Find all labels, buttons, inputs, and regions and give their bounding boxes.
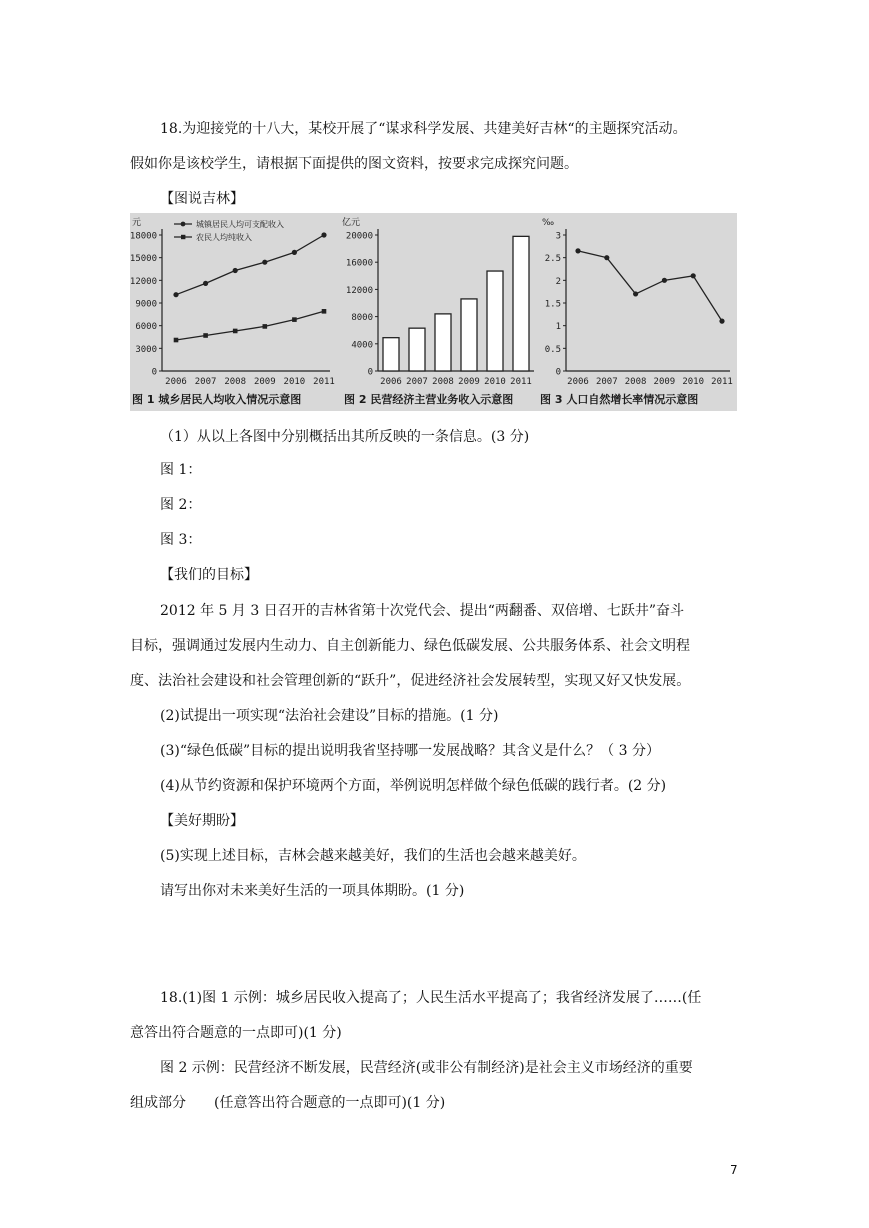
x-tick-label: 2008 [224,377,247,387]
private-economy-bar-chart [340,213,540,411]
answer-1-line1: 18.(1)图 1 示例：城乡居民收入提高了；人民生活水平提高了；我省经济发展了……(任 [160,990,702,1006]
y-axis-unit: 元 [132,218,142,228]
chart-fig1 [130,213,340,411]
data-point [292,317,297,322]
answer-slot-fig2: 图 2： [160,497,202,513]
y-tick-label: 18000 [130,231,157,242]
legend-marker [181,235,185,239]
legend-label: 农民人均纯收入 [196,233,252,242]
data-point [174,338,179,343]
x-tick-label: 2010 [484,377,506,387]
y-tick-label: 3 [555,231,561,242]
x-tick-label: 2006 [165,377,187,387]
chart-title: 图 2 民营经济主营业务收入示意图 [344,393,514,406]
goal-text-line3: 度、法治社会建设和社会管理创新的“跃升”，促进经济社会发展转型，实现又好又快发展。 [130,673,691,689]
data-point [173,292,178,297]
goal-text-line2: 目标，强调通过发展内生动力、自主创新能力、绿色低碳发展、公共服务体系、社会文明程 [130,638,690,654]
y-tick-label: 16000 [345,258,373,269]
section-heading-hope: 【美好期盼】 [160,813,244,829]
x-tick-label: 2011 [510,377,532,387]
y-tick-label: 4000 [351,340,373,351]
y-tick-label: 1 [555,322,561,333]
section-heading-figures: 【图说吉林】 [160,191,244,207]
legend-marker [181,222,186,227]
y-tick-label: 0 [151,367,157,378]
question-2: (2)试提出一项实现“法治社会建设”目标的措施。(1 分) [160,708,499,724]
x-tick-label: 2011 [313,377,335,387]
series-line [578,251,722,321]
question-1: （1）从以上各图中分别概括出其所反映的一条信息。(3 分) [160,429,530,445]
section-heading-goal: 【我们的目标】 [160,567,258,583]
y-tick-label: 0.5 [544,344,561,355]
y-tick-label: 12000 [130,276,157,287]
bar [461,299,477,371]
data-point [233,268,238,273]
answer-slot-fig3: 图 3： [160,532,202,548]
bar [487,271,503,371]
y-tick-label: 2 [555,276,561,287]
data-point [633,291,638,296]
bar [435,314,451,371]
y-tick-label: 20000 [345,231,373,242]
goal-text-line1: 2012 年 5 月 3 日召开的吉林省第十次党代会、提出“两翻番、双倍增、七跃井”奋斗 [160,603,685,619]
data-point [203,333,208,338]
y-tick-label: 0 [367,367,373,378]
data-point [604,255,609,260]
data-point [262,260,267,265]
x-tick-label: 2009 [653,377,676,387]
x-tick-label: 2006 [380,377,402,387]
question-intro-line1: 18.为迎接党的十八大，某校开展了“谋求科学发展、共建美好吉林“的主题探究活动。 [160,121,687,137]
x-tick-label: 2007 [194,377,217,387]
series-line [176,311,324,340]
x-tick-label: 2009 [458,377,480,387]
question-3: (3)“绿色低碳”目标的提出说明我省坚持哪一发展战略？其含义是什么？（ 3 分） [160,743,660,759]
y-tick-label: 6000 [135,322,157,333]
y-tick-label: 12000 [345,285,373,296]
series-line [176,235,324,295]
data-point [691,273,696,278]
chart-title: 图 1 城乡居民人均收入情况示意图 [132,393,302,406]
question-5-prompt: 请写出你对未来美好生活的一项具体期盼。(1 分) [160,883,465,899]
data-point [322,309,327,314]
y-axis-unit: 亿元 [342,218,361,228]
x-tick-label: 2007 [406,377,428,387]
y-axis-unit: ‰ [542,218,555,228]
y-tick-label: 1.5 [544,299,561,310]
data-point [321,232,326,237]
data-point [662,278,667,283]
x-tick-label: 2008 [432,377,454,387]
answer-slot-fig1: 图 1： [160,462,202,478]
x-tick-label: 2010 [283,377,306,387]
data-point [575,248,580,253]
population-growth-line-chart [540,213,737,411]
data-point [203,281,208,286]
income-line-chart [130,213,340,411]
figure-strip [130,213,737,411]
x-tick-label: 2007 [595,377,618,387]
x-tick-label: 2011 [711,377,733,387]
answer-2-line2: 组成部分 (任意答出符合题意的一点即可)(1 分) [130,1095,446,1111]
answer-2-line1: 图 2 示例：民营经济不断发展，民营经济(或非公有制经济)是社会主义市场经济的重要 [160,1060,693,1076]
y-tick-label: 15000 [130,254,157,265]
x-tick-label: 2006 [567,377,589,387]
question-4: (4)从节约资源和保护环境两个方面，举例说明怎样做个绿色低碳的践行者。(2 分) [160,778,667,794]
chart-fig3 [540,213,737,411]
question-intro-line2: 假如你是该校学生，请根据下面提供的图文资料，按要求完成探究问题。 [130,156,578,172]
bar [409,328,425,371]
data-point [292,250,297,255]
chart-title: 图 3 人口自然增长率情况示意图 [540,393,699,406]
question-5: (5)实现上述目标，吉林会越来越美好，我们的生活也会越来越美好。 [160,848,586,864]
bar [513,236,529,371]
chart-fig2 [340,213,540,411]
y-tick-label: 3000 [135,344,157,355]
bar [383,338,399,371]
y-tick-label: 8000 [351,313,373,324]
x-tick-label: 2010 [682,377,705,387]
y-tick-label: 9000 [135,299,157,310]
data-point [233,329,238,334]
data-point [263,324,268,329]
x-tick-label: 2009 [253,377,276,387]
data-point [719,319,724,324]
y-tick-label: 2.5 [544,254,561,265]
legend-label: 城镇居民人均可支配收入 [196,220,284,229]
y-tick-label: 0 [555,367,561,378]
page-number: 7 [730,1163,738,1177]
answer-1-line2: 意答出符合题意的一点即可)(1 分) [130,1025,342,1041]
x-tick-label: 2008 [624,377,647,387]
